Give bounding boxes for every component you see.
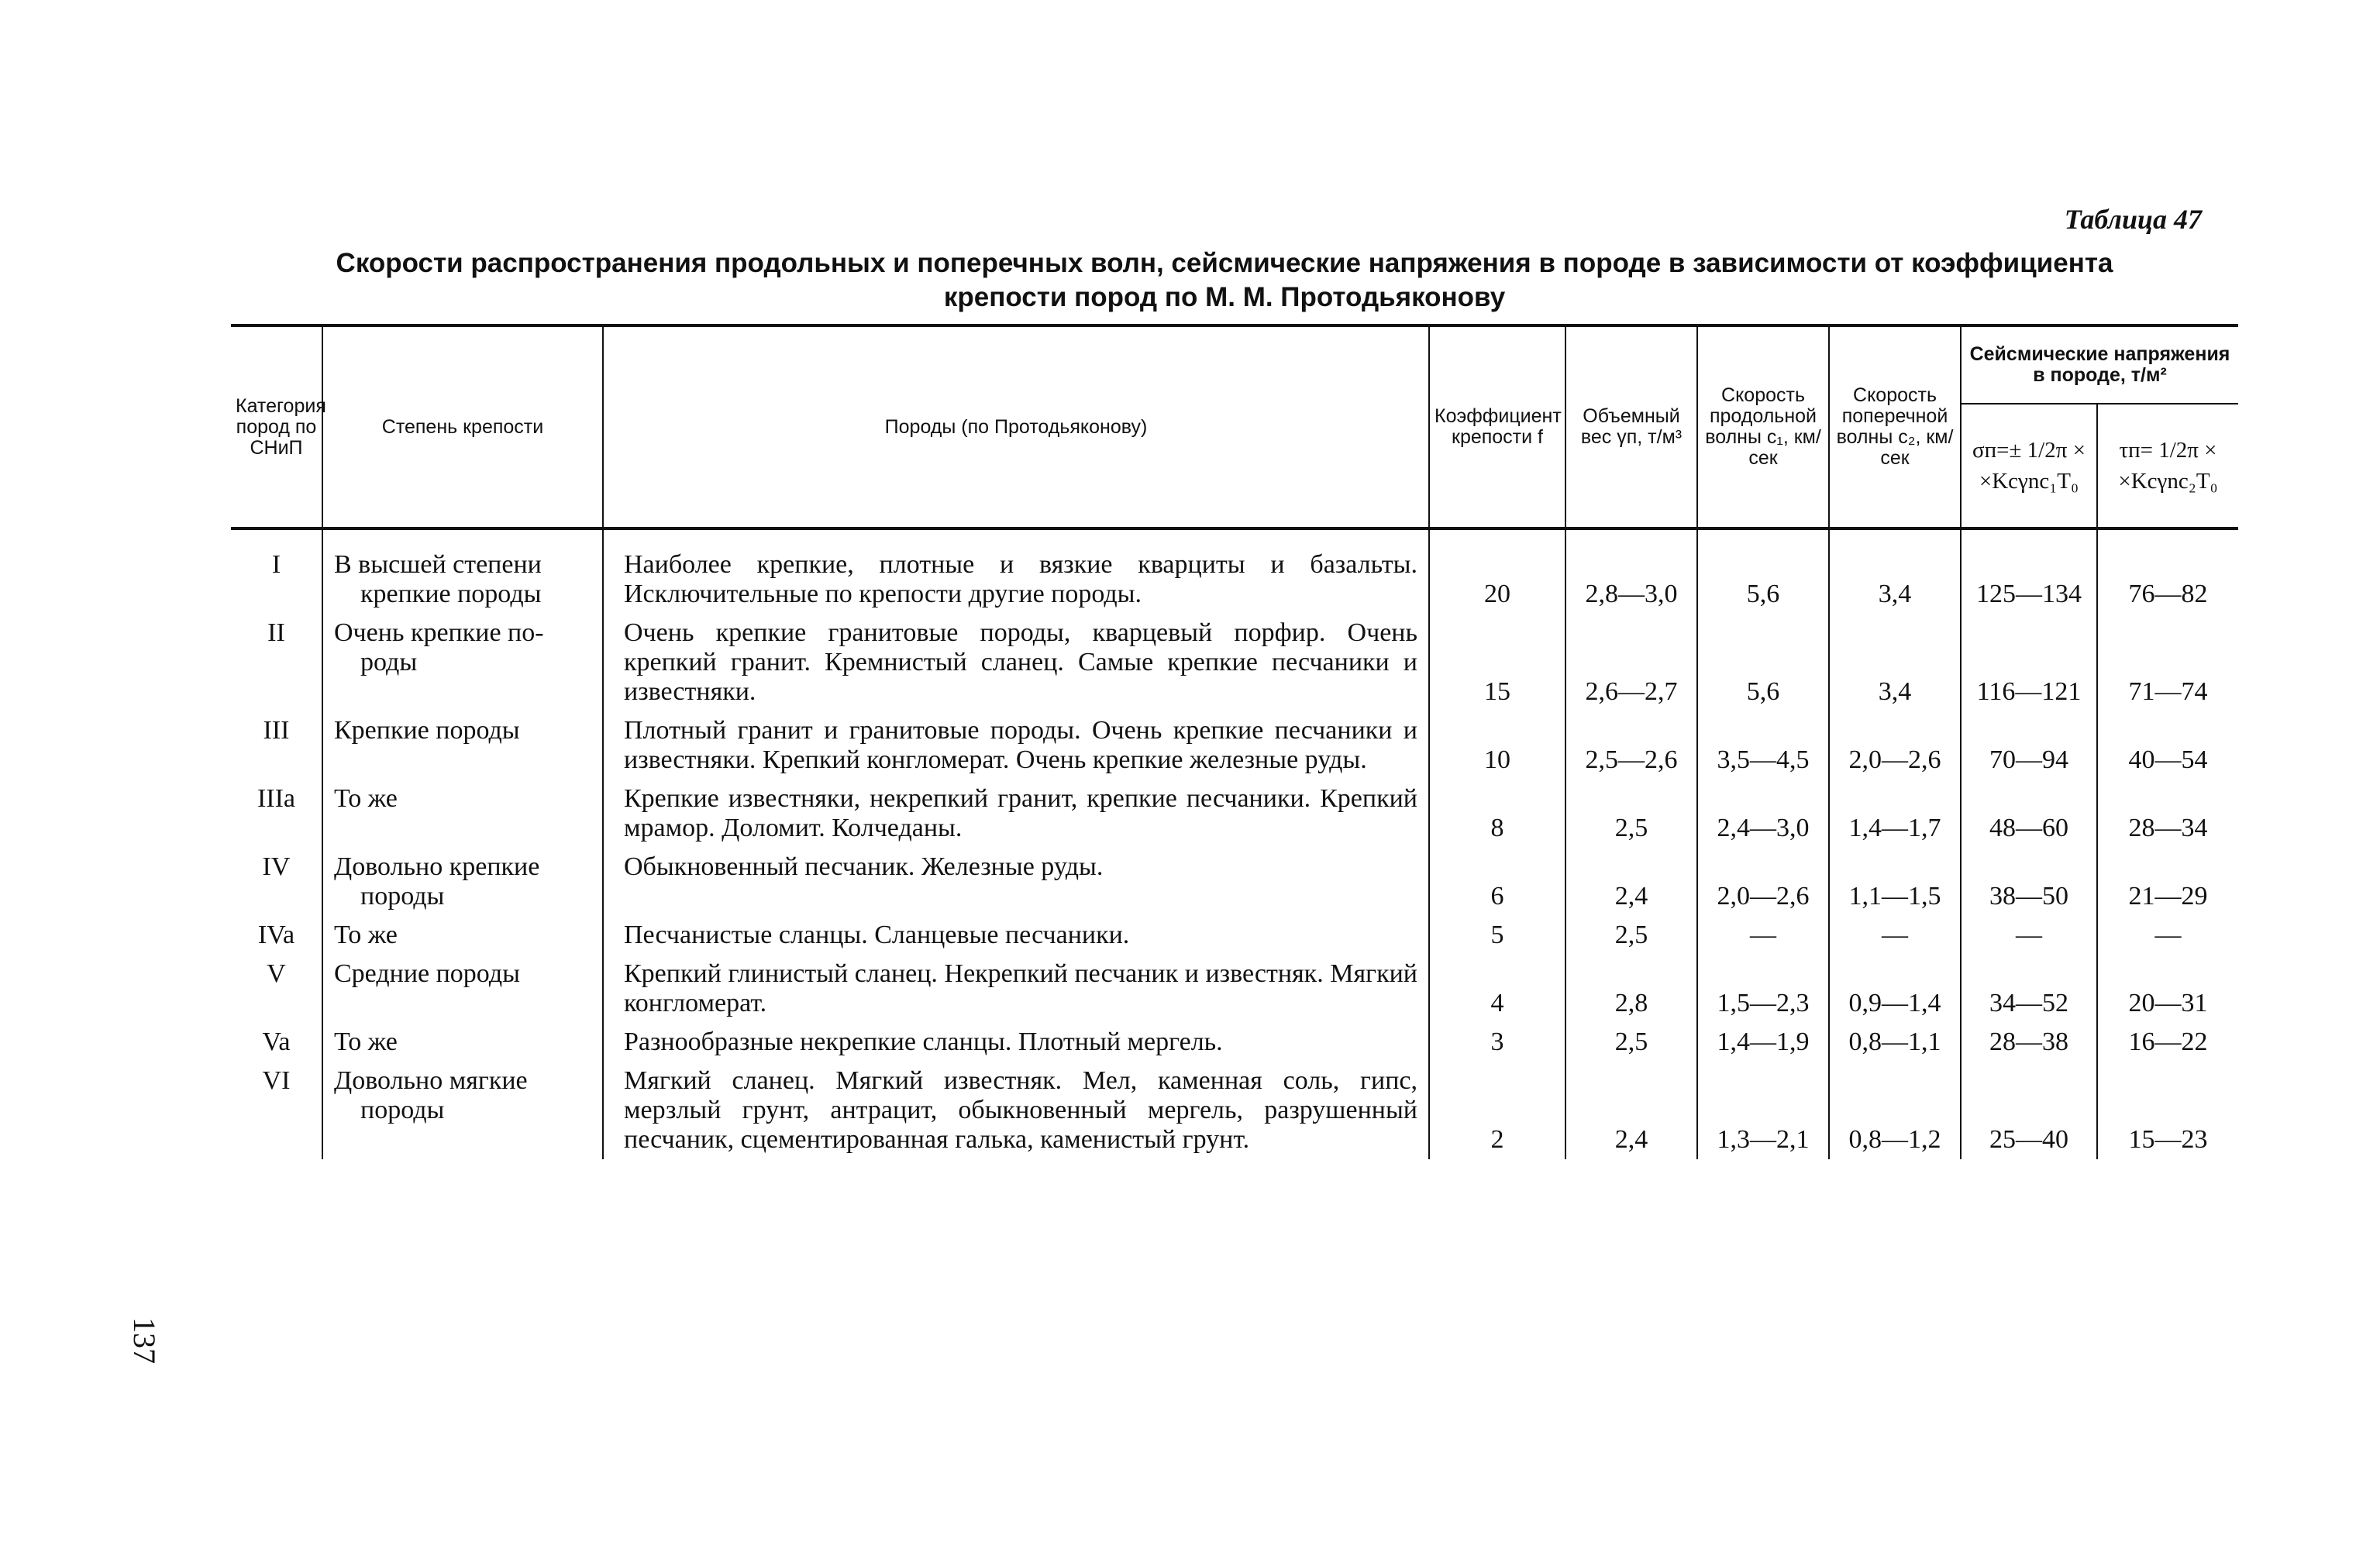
table-row bbox=[231, 711, 2238, 780]
density-cell: 2,5 bbox=[1565, 1023, 1697, 1062]
table-row bbox=[231, 848, 2238, 916]
tau-cell: 28—34 bbox=[2097, 780, 2238, 848]
longitudinal-velocity-cell: 5,6 bbox=[1697, 546, 1829, 614]
coefficient-cell: 2 bbox=[1429, 1062, 1565, 1159]
tau-formula-line-2: ×Kcγnc₂T₀ bbox=[2118, 469, 2218, 494]
transverse-velocity-cell: 0,8—1,1 bbox=[1829, 1023, 1961, 1062]
tau-cell: — bbox=[2097, 916, 2238, 955]
transverse-velocity-cell: — bbox=[1829, 916, 1961, 955]
tau-cell: 16—22 bbox=[2097, 1023, 2238, 1062]
transverse-velocity-cell: 1,1—1,5 bbox=[1829, 848, 1961, 916]
category-cell: IVa bbox=[231, 916, 322, 955]
longitudinal-velocity-cell: 1,3—2,1 bbox=[1697, 1062, 1829, 1159]
sigma-cell: — bbox=[1961, 916, 2097, 955]
spacer-row bbox=[231, 528, 2238, 546]
table-header bbox=[231, 325, 2238, 528]
table-caption: Таблица 47 bbox=[2064, 204, 2202, 235]
coefficient-cell: 4 bbox=[1429, 955, 1565, 1023]
density-cell: 2,8—3,0 bbox=[1565, 546, 1697, 614]
transverse-velocity-cell: 1,4—1,7 bbox=[1829, 780, 1961, 848]
category-cell: VI bbox=[231, 1062, 322, 1159]
header-category: Категория пород по СНиП bbox=[231, 325, 322, 528]
coefficient-cell: 20 bbox=[1429, 546, 1565, 614]
table-row bbox=[231, 1062, 2238, 1159]
transverse-velocity-cell: 2,0—2,6 bbox=[1829, 711, 1961, 780]
density-cell: 2,6—2,7 bbox=[1565, 614, 1697, 711]
header-density: Объемный вес γп, т/м³ bbox=[1565, 325, 1697, 528]
category-cell: IV bbox=[231, 848, 322, 916]
transverse-velocity-cell: 0,8—1,2 bbox=[1829, 1062, 1961, 1159]
table-row bbox=[231, 614, 2238, 711]
category-cell: V bbox=[231, 955, 322, 1023]
coefficient-cell: 10 bbox=[1429, 711, 1565, 780]
page-number: 137 bbox=[127, 1317, 162, 1364]
coefficient-cell: 15 bbox=[1429, 614, 1565, 711]
table-row bbox=[231, 546, 2238, 614]
strength-label-continued: породы bbox=[360, 882, 445, 911]
sigma-cell: 28—38 bbox=[1961, 1023, 2097, 1062]
strength-label: Очень крепкие по- bbox=[334, 618, 544, 647]
header-strength: Степень крепости bbox=[322, 325, 603, 528]
category-cell: I bbox=[231, 546, 322, 614]
sigma-formula-line-1: σп=± 1/2π × bbox=[1972, 438, 2086, 463]
strength-label-continued: породы bbox=[360, 1096, 445, 1124]
sigma-cell: 70—94 bbox=[1961, 711, 2097, 780]
strength-label: Средние породы bbox=[334, 959, 520, 988]
transverse-velocity-cell: 0,9—1,4 bbox=[1829, 955, 1961, 1023]
rocks-cell: Наиболее крепкие, плотные и вязкие кварциты и базальты. Исключительные по крепости другие породы. bbox=[603, 546, 1429, 614]
header-transverse-velocity: Скорость поперечной волны c₂, км/сек bbox=[1829, 325, 1961, 528]
coefficient-cell: 8 bbox=[1429, 780, 1565, 848]
sigma-cell: 116—121 bbox=[1961, 614, 2097, 711]
header-coefficient: Коэффициент крепости f bbox=[1429, 325, 1565, 528]
tau-cell: 20—31 bbox=[2097, 955, 2238, 1023]
strength-cell bbox=[322, 848, 603, 916]
strength-label: То же bbox=[334, 1028, 398, 1056]
density-cell: 2,8 bbox=[1565, 955, 1697, 1023]
tau-formula-line-1: τп= 1/2π × bbox=[2119, 438, 2217, 463]
strength-label: То же bbox=[334, 921, 398, 949]
tau-cell: 71—74 bbox=[2097, 614, 2238, 711]
header-seismic-stress: Сейсмические напряжения в породе, т/м² bbox=[1961, 325, 2238, 404]
header-rocks: Породы (по Протодьяконову) bbox=[603, 325, 1429, 528]
rocks-cell: Крепкий глинистый сланец. Некрепкий песчаник и известняк. Мягкий конгломерат. bbox=[603, 955, 1429, 1023]
coefficient-cell: 3 bbox=[1429, 1023, 1565, 1062]
longitudinal-velocity-cell: 3,5—4,5 bbox=[1697, 711, 1829, 780]
strength-cell bbox=[322, 955, 603, 1023]
table-body bbox=[231, 528, 2238, 1159]
transverse-velocity-cell: 3,4 bbox=[1829, 546, 1961, 614]
density-cell: 2,4 bbox=[1565, 848, 1697, 916]
strength-cell bbox=[322, 780, 603, 848]
sigma-cell: 38—50 bbox=[1961, 848, 2097, 916]
density-cell: 2,5—2,6 bbox=[1565, 711, 1697, 780]
longitudinal-velocity-cell: 1,5—2,3 bbox=[1697, 955, 1829, 1023]
tau-cell: 40—54 bbox=[2097, 711, 2238, 780]
table-row bbox=[231, 1023, 2238, 1062]
longitudinal-velocity-cell: 2,4—3,0 bbox=[1697, 780, 1829, 848]
longitudinal-velocity-cell: 2,0—2,6 bbox=[1697, 848, 1829, 916]
strength-label: Довольно крепкие bbox=[334, 852, 540, 881]
tau-cell: 15—23 bbox=[2097, 1062, 2238, 1159]
tau-cell: 21—29 bbox=[2097, 848, 2238, 916]
rocks-cell: Мягкий сланец. Мягкий известняк. Мел, каменная соль, гипс, мерзлый грунт, антрацит, обыкновенный мергель, разрушенный песчаник, сцементированная галька, каменистый грунт. bbox=[603, 1062, 1429, 1159]
sigma-formula-line-2: ×Kcγnc₁T₀ bbox=[1979, 469, 2079, 494]
rocks-cell: Очень крепкие гранитовые породы, кварцевый порфир. Очень крепкий гранит. Кремнистый сланец. Самые крепкие песчаники и известняки. bbox=[603, 614, 1429, 711]
rock-strength-table bbox=[231, 324, 2238, 1159]
rocks-cell: Обыкновенный песчаник. Железные руды. bbox=[603, 848, 1429, 916]
header-tau-formula bbox=[2097, 404, 2238, 528]
strength-cell bbox=[322, 614, 603, 711]
sigma-cell: 34—52 bbox=[1961, 955, 2097, 1023]
rocks-cell: Плотный гранит и гранитовые породы. Очень крепкие песчаники и известняки. Крепкий конгломерат. Очень крепкие железные руды. bbox=[603, 711, 1429, 780]
table-row bbox=[231, 916, 2238, 955]
title-line-2: крепости пород по М. М. Протодьяконову bbox=[943, 282, 1506, 312]
table-row bbox=[231, 780, 2238, 848]
transverse-velocity-cell: 3,4 bbox=[1829, 614, 1961, 711]
table-row bbox=[231, 955, 2238, 1023]
longitudinal-velocity-cell: 5,6 bbox=[1697, 614, 1829, 711]
category-cell: III bbox=[231, 711, 322, 780]
longitudinal-velocity-cell: 1,4—1,9 bbox=[1697, 1023, 1829, 1062]
strength-label: То же bbox=[334, 784, 398, 813]
table-title bbox=[232, 246, 2216, 315]
header-longitudinal-velocity: Скорость продольной волны c₁, км/сек bbox=[1697, 325, 1829, 528]
title-line-1: Скорости распространения продольных и поперечных волн, сейсмические напряжения в породе в зависимости от коэффициента bbox=[336, 248, 2113, 278]
category-cell: Va bbox=[231, 1023, 322, 1062]
rocks-cell: Песчанистые сланцы. Сланцевые песчаники. bbox=[603, 916, 1429, 955]
tau-cell: 76—82 bbox=[2097, 546, 2238, 614]
header-sigma-formula bbox=[1961, 404, 2097, 528]
strength-cell bbox=[322, 546, 603, 614]
sigma-cell: 48—60 bbox=[1961, 780, 2097, 848]
strength-label-continued: роды bbox=[360, 648, 418, 676]
coefficient-cell: 5 bbox=[1429, 916, 1565, 955]
strength-label-continued: крепкие породы bbox=[360, 580, 542, 608]
strength-label: Довольно мягкие bbox=[334, 1066, 528, 1095]
strength-label: В высшей степени bbox=[334, 550, 542, 579]
density-cell: 2,5 bbox=[1565, 916, 1697, 955]
longitudinal-velocity-cell: — bbox=[1697, 916, 1829, 955]
category-cell: IIIa bbox=[231, 780, 322, 848]
rocks-cell: Разнообразные некрепкие сланцы. Плотный мергель. bbox=[603, 1023, 1429, 1062]
rocks-cell: Крепкие известняки, некрепкий гранит, крепкие песчаники. Крепкий мрамор. Доломит. Колчеданы. bbox=[603, 780, 1429, 848]
sigma-cell: 125—134 bbox=[1961, 546, 2097, 614]
density-cell: 2,5 bbox=[1565, 780, 1697, 848]
strength-label: Крепкие породы bbox=[334, 716, 520, 745]
sigma-cell: 25—40 bbox=[1961, 1062, 2097, 1159]
strength-cell bbox=[322, 1062, 603, 1159]
strength-cell bbox=[322, 711, 603, 780]
density-cell: 2,4 bbox=[1565, 1062, 1697, 1159]
strength-cell bbox=[322, 916, 603, 955]
coefficient-cell: 6 bbox=[1429, 848, 1565, 916]
category-cell: II bbox=[231, 614, 322, 711]
strength-cell bbox=[322, 1023, 603, 1062]
